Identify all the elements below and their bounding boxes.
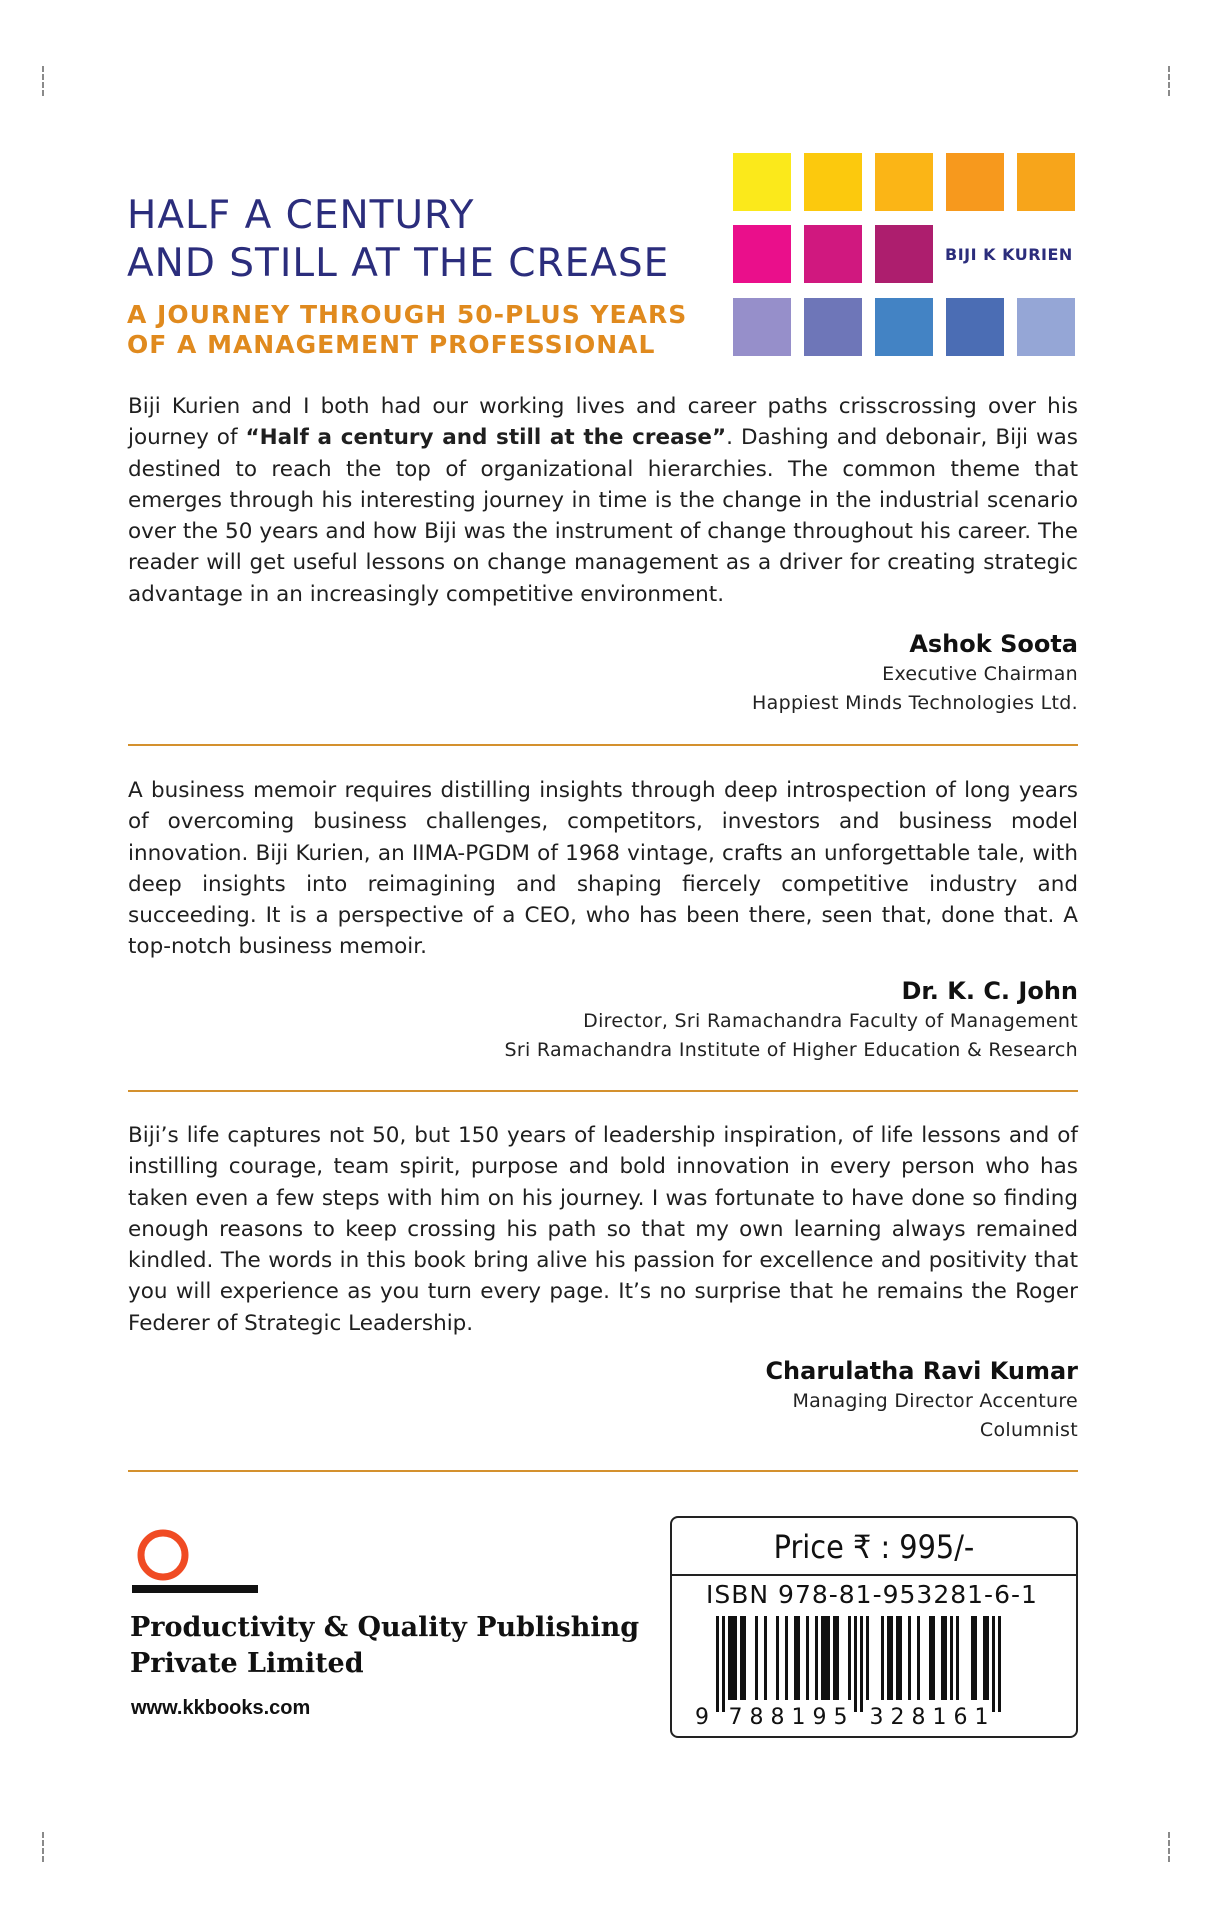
color-tile [946, 153, 1004, 211]
barcode-bar [899, 1616, 902, 1700]
book-title [127, 192, 747, 288]
color-tile [875, 298, 933, 356]
barcode-bar [833, 1616, 836, 1700]
testimonial-text: A business memoir requires distilling insights through deep introspection of long years of overcoming business challenges, competitors, investors and business model innovation. Biji Kurien, an IIMA-PGDM of 1968 vintage, crafts an unforgettable tale, with deep insights into reimagining and shaping fiercely competitive industry and succeeding. It is a perspective of a CEO, who has been there, seen that, done that. A top-notch business memoir. [128, 778, 1078, 960]
barcode-bar [743, 1616, 746, 1700]
price-barcode-box [670, 1516, 1078, 1738]
testimonial-role: Executive Chairman [882, 663, 1078, 685]
barcode-bar [827, 1616, 830, 1700]
barcode-bar [734, 1616, 737, 1700]
barcode-digit: 2 [890, 1705, 905, 1728]
subtitle-line-2: OF A MANAGEMENT PROFESSIONAL [127, 330, 656, 359]
testimonial-bold-title: “Half a century and still at the crease” [245, 425, 727, 451]
barcode-bar [956, 1616, 959, 1700]
barcode-bar [896, 1616, 899, 1700]
testimonial-organization: Sri Ramachandra Institute of Higher Education & Research [504, 1039, 1078, 1061]
barcode-digit: 8 [770, 1705, 785, 1728]
barcode-digit: 1 [932, 1705, 947, 1728]
barcode-bar [887, 1616, 890, 1700]
testimonial-text-part: Biji Kurien and I both had our working lives and career paths crisscrossing over his journey of [128, 394, 1078, 451]
barcode-bar [932, 1616, 935, 1700]
testimonial-attribution [378, 975, 1078, 1065]
crop-mark [1168, 66, 1170, 96]
barcode-bar [866, 1616, 869, 1700]
testimonial-text-part: . Dashing and debonair, Biji was destined to reach the top of organizational hierarchies. The common theme that emerges through his interesting journey in time is the change in the industrial scenario over the 50 years and how Biji was the instrument of change throughout his career. The reader will get useful lessons on change management as a driver for creating strategic advantage in an increasingly competitive environment. [128, 425, 1078, 607]
barcode-bar [950, 1616, 953, 1700]
isbn-label: ISBN 978-81-953281-6-1 [706, 1580, 1038, 1609]
barcode-digit: 9 [812, 1705, 827, 1728]
barcode-bar [836, 1616, 839, 1700]
barcode-bar [854, 1616, 857, 1712]
color-tile [875, 225, 933, 283]
subtitle-line-1: A JOURNEY THROUGH 50-PLUS YEARS [127, 300, 688, 329]
barcode-bar [986, 1616, 989, 1700]
barcode-bar [731, 1616, 734, 1700]
color-tile [733, 225, 791, 283]
barcode-digit: 6 [953, 1705, 968, 1728]
testimonial-author: Ashok Soota [909, 630, 1078, 658]
barcode-bar [764, 1616, 767, 1700]
price-label: Price ₹ : 995/- [672, 1518, 1076, 1576]
color-tile [804, 153, 862, 211]
barcode-bar [974, 1616, 977, 1700]
barcode-bar [740, 1616, 743, 1700]
barcode-bar [797, 1616, 800, 1700]
publisher-website: www.kkbooks.com [131, 1697, 311, 1719]
publisher-name [130, 1610, 690, 1682]
barcode-bar [722, 1616, 725, 1712]
color-tile [946, 298, 1004, 356]
barcode-bar [917, 1616, 920, 1700]
barcode-bar [824, 1616, 827, 1700]
testimonial-organization: Happiest Minds Technologies Ltd. [752, 692, 1078, 714]
color-tile [875, 153, 933, 211]
book-subtitle [127, 300, 747, 360]
barcode-bar [881, 1616, 884, 1700]
section-divider [128, 1470, 1078, 1472]
barcode-bar [785, 1616, 788, 1700]
barcode-digit: 8 [749, 1705, 764, 1728]
ring-logo-icon [132, 1527, 258, 1593]
isbn-barcode [694, 1616, 1056, 1728]
testimonial-text [128, 391, 1078, 610]
barcode-bar [794, 1616, 797, 1700]
barcode-digit: 1 [791, 1705, 806, 1728]
author-name: BIJI K KURIEN [945, 245, 1073, 264]
testimonial-role: Director, Sri Ramachandra Faculty of Management [583, 1010, 1078, 1032]
barcode-bar [806, 1616, 809, 1700]
color-tile [1017, 298, 1075, 356]
section-divider [128, 1090, 1078, 1092]
barcode-digit: 8 [911, 1705, 926, 1728]
barcode-bar [983, 1616, 986, 1700]
barcode-digit: 5 [833, 1705, 848, 1728]
barcode-digit: 1 [974, 1705, 989, 1728]
testimonial-author: Dr. K. C. John [901, 977, 1078, 1005]
crop-mark [42, 66, 44, 96]
barcode-digit: 9 [695, 1705, 709, 1728]
color-tile [733, 153, 791, 211]
barcode-bar [821, 1616, 824, 1700]
title-line-1: HALF A CENTURY [127, 193, 475, 238]
barcode-bar [860, 1616, 863, 1712]
color-tile [804, 298, 862, 356]
title-line-2: AND STILL AT THE CREASE [127, 241, 670, 286]
barcode-bar [929, 1616, 932, 1700]
barcode-digit: 7 [728, 1705, 743, 1728]
barcode-bar [971, 1616, 974, 1700]
testimonial-organization: Columnist [979, 1419, 1078, 1441]
barcode-bar [848, 1616, 851, 1700]
barcode-bar [890, 1616, 893, 1700]
testimonial-attribution [378, 628, 1078, 718]
testimonial-author: Charulatha Ravi Kumar [765, 1357, 1078, 1385]
barcode-bar [908, 1616, 911, 1700]
publisher-name-line-2: Private Limited [130, 1648, 364, 1679]
barcode-bar [944, 1616, 947, 1700]
barcode-bar [992, 1616, 995, 1712]
barcode-bar [755, 1616, 758, 1700]
testimonial-role: Managing Director Accenture [792, 1390, 1078, 1412]
section-divider [128, 744, 1078, 746]
crop-mark [42, 1832, 44, 1862]
color-tile [733, 298, 791, 356]
barcode-bar [716, 1616, 719, 1712]
barcode-bar [998, 1616, 1001, 1712]
color-tile [1017, 153, 1075, 211]
barcode-bar [728, 1616, 731, 1700]
color-tile [804, 225, 862, 283]
barcode-bar [815, 1616, 818, 1700]
barcode-digit: 3 [869, 1705, 884, 1728]
crop-mark [1168, 1832, 1170, 1862]
testimonial-attribution [378, 1355, 1078, 1445]
barcode-bar [776, 1616, 779, 1700]
barcode-bar [941, 1616, 944, 1700]
testimonial-text: Biji’s life captures not 50, but 150 years of leadership inspiration, of life lessons and of instilling courage, team spirit, purpose and bold innovation in every person who has taken even a few steps with him on his journey. I was fortunate to have done so finding enough reasons to keep crossing his path so that my own learning always remained kindled. The words in this book bring alive his passion for excellence and positivity that you will experience as you turn every page. It’s no surprise that he remains the Roger Federer of Strategic Leadership. [128, 1123, 1078, 1336]
publisher-name-line-1: Productivity & Quality Publishing [130, 1612, 640, 1643]
